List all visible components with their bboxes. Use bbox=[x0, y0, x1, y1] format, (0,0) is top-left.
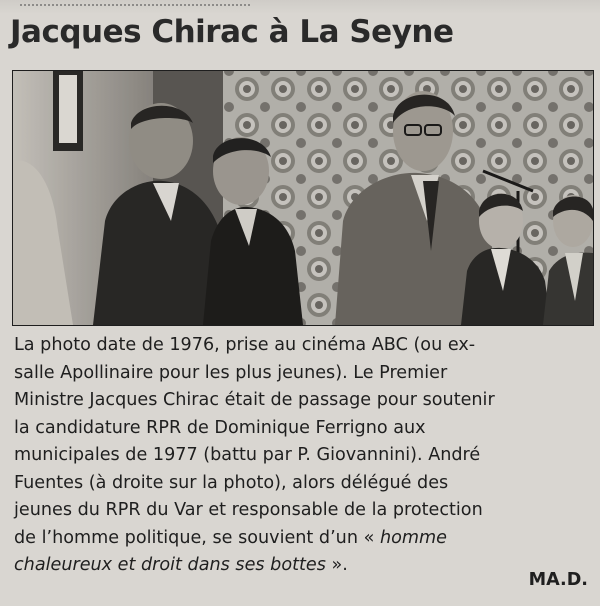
photo-image bbox=[13, 71, 593, 325]
caption-line: la candidature RPR de Dominique Ferrigno aux bbox=[14, 417, 426, 438]
caption-line: La photo date de 1976, prise au cinéma ABC (ou ex- bbox=[14, 335, 476, 355]
caption-line: salle Apollinaire pour les plus jeunes). Le Premier bbox=[14, 362, 448, 383]
caption-line: jeunes du RPR du Var et responsable de la protection bbox=[14, 500, 483, 520]
headline: Jacques Chirac à La Seyne bbox=[10, 14, 454, 50]
clipping-top-edge bbox=[0, 0, 600, 14]
caption-final-line bbox=[14, 552, 592, 580]
author-signature: MA.D. bbox=[528, 570, 588, 590]
caption-line: municipales de 1977 (battu par P. Giovannini). André bbox=[14, 445, 481, 465]
previous-article-fragment bbox=[20, 0, 250, 6]
photo bbox=[12, 70, 594, 326]
caption-line: Fuentes (à droite sur la photo), alors délégué des bbox=[14, 472, 449, 493]
quote-end: chaleureux et droit dans ses bottes bbox=[14, 555, 326, 575]
quote-start: homme bbox=[379, 527, 447, 548]
closing-quote-mark: ». bbox=[325, 555, 348, 575]
caption-line-text: de l’homme politique, se souvient d’un « bbox=[14, 527, 380, 548]
caption bbox=[14, 332, 592, 580]
caption-line-with-quote bbox=[14, 525, 592, 553]
caption-line: Ministre Jacques Chirac était de passage pour soutenir bbox=[14, 390, 495, 410]
